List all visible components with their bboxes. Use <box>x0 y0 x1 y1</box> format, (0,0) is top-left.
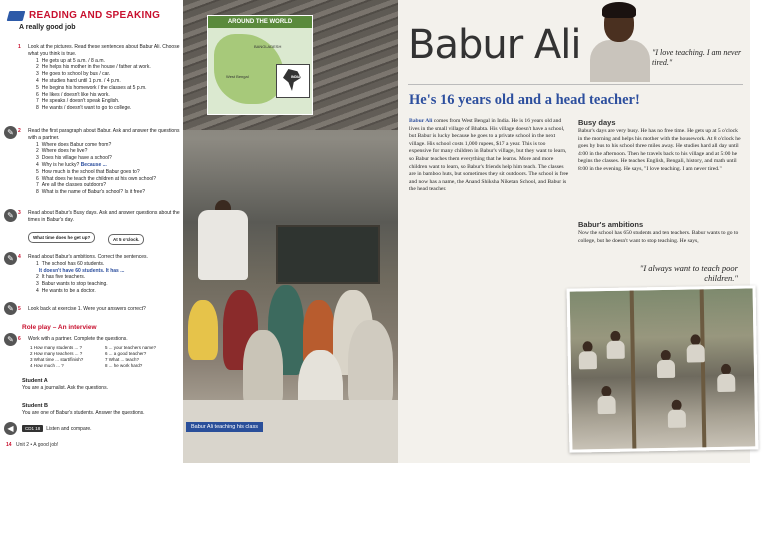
list-item: 7 He speaks / doesn't speak English. <box>36 98 120 105</box>
article-name: Babur Ali <box>408 22 581 68</box>
student-figure <box>717 374 735 392</box>
ambitions-text: Now the school has 650 students and ten teachers. Babur wants to go to college, but he doesn't want to stop teaching. He says, <box>578 230 739 244</box>
speaking-icon: ✎ <box>4 126 17 139</box>
footer-text: Unit 2 • A good job! <box>15 442 59 448</box>
student-a-text: You are a journalist. Ask the questions. <box>22 384 108 391</box>
list-item: 8 ... he work hard? <box>105 363 143 368</box>
exercise-instruction: Look at the pictures. Read these sentences about Babur Ali. Choose what you think is true. <box>28 44 180 57</box>
school-photo <box>567 285 759 452</box>
map-label-bangladesh: BANGLADESH <box>254 44 282 49</box>
student-figure <box>607 341 625 359</box>
list-item: 7 What ... teach? <box>105 357 140 362</box>
list-item: 3 What time ... start/finish? <box>30 357 84 362</box>
exercise-instruction: Read the first paragraph about Babur. Ask and answer the questions with a partner. <box>28 128 180 141</box>
list-item: 2 He helps his mother in the house / father at work. <box>36 64 151 71</box>
student-figure <box>657 360 675 378</box>
student-figure <box>579 351 597 369</box>
list-item: 5 ... your teachers name? <box>105 345 157 350</box>
article <box>398 0 750 463</box>
paragraph-text: comes from West Bengal in India. He is 16 years old and lives in the small village of Bhabta. His village doesn't have a school, but Babur is lucky because he goes to a private school in the next village. His school costs 1,000 rupees, $17 a year. This is too expensive for many children in Babur's village, but they want to learn, so Babur teaches them everything that he learns. More and more children want to learn, so Babur's friends help him teach. The classes are in bamboo huts, but sometimes they sit outdoors. The school is free and now has a name, the Anand Shiksha Niketan School, and Babur is the head teacher. <box>409 118 569 193</box>
exercise-4 <box>6 254 180 295</box>
exercise-number: 1 <box>18 44 21 50</box>
cd-track-badge: CD1 18 <box>22 425 43 432</box>
student-b-text: You are one of Babur's students. Answer the questions. <box>22 409 145 416</box>
busy-days-title: Busy days <box>578 118 616 127</box>
list-item: 5 How much is the school that Babur goes to? <box>36 168 140 175</box>
list-item: 6 He likes / doesn't like his work. <box>36 91 110 98</box>
article-paragraph-1 <box>409 118 569 194</box>
india-inset-map <box>276 64 310 98</box>
pull-quote: "I love teaching. I am never tired." <box>652 48 742 67</box>
exercise-list <box>6 261 180 295</box>
exercise-list <box>6 142 180 196</box>
list-item: 8 What is the name of Babur's school? Is it free? <box>36 189 146 196</box>
speaking-icon: ✎ <box>4 302 17 315</box>
list-item: 4 Why is he lucky? Because ... <box>36 161 107 168</box>
list-item: 2 It has five teachers. <box>36 274 86 281</box>
list-item: 6 What does he teach the children at his own school? <box>36 175 157 182</box>
audio-icon: ◀ <box>4 422 17 435</box>
blackboard <box>276 225 380 284</box>
list-item: 5 He begins his homework / the classes at 5 p.m. <box>36 84 147 91</box>
bamboo-pole <box>700 289 707 449</box>
flag-icon <box>7 11 26 21</box>
list-item: 1 He gets up at 5 a.m. / 8 a.m. <box>36 57 105 64</box>
portrait-photo <box>590 2 650 82</box>
list-item: 4 How much ... ? <box>30 363 64 368</box>
exercise-list <box>6 58 180 112</box>
teacher-figure <box>198 210 248 280</box>
list-item: 1 Where does Babur come from? <box>36 141 112 148</box>
audio-text: Listen and compare. <box>46 425 92 432</box>
portrait-body <box>590 40 650 82</box>
list-item: 8 He wants / doesn't want to go to college. <box>36 105 132 112</box>
speaking-icon: ✎ <box>4 209 17 222</box>
india-shape <box>283 69 301 91</box>
page-number: 14 <box>6 442 12 448</box>
exercise-instruction: Work with a partner. Complete the questions. <box>28 336 128 342</box>
speaking-icon: ✎ <box>4 252 17 265</box>
exercise-instruction: Read about Babur's ambitions. Correct the sentences. <box>28 254 148 260</box>
list-item: 4 He wants to be a doctor. <box>36 287 96 294</box>
list-item: 6 ... a good teacher? <box>105 351 147 356</box>
question-grid <box>30 345 180 369</box>
portrait-hair <box>602 2 636 18</box>
busy-days-text: Babur's days are very busy. He has no free time. He gets up at 5 o'clock in the morning and helps his mother with the housework. At 8 o'clock he goes by bus to his school three miles away. He studies hard all day until 4:00 in the afternoon. Then he travels back to his village and at 5:00 he begins the classes. He teaches English, Bengali, history, and math until 8:00 in the evening. He says, "I love teaching. I am never tired." <box>578 128 741 172</box>
list-item: 2 Where does he live? <box>36 148 88 155</box>
speech-bubble-question: What time does he get up? <box>28 232 95 243</box>
article-headline: He's 16 years old and a head teacher! <box>409 92 640 108</box>
list-item: 1 The school has 60 students. <box>36 260 105 267</box>
student-figure <box>348 320 393 410</box>
student-figure <box>597 396 615 414</box>
student-figure <box>668 410 686 428</box>
audio-instruction <box>22 425 92 432</box>
list-item: 3 He goes to school by bus / car. <box>36 71 111 78</box>
list-item: 2 How many teachers ... ? <box>30 351 83 356</box>
exercise-5 <box>6 306 180 313</box>
list-item: 3 Babur wants to stop teaching. <box>36 281 108 288</box>
map-inset <box>207 15 313 115</box>
list-item: 7 Are all the classes outdoors? <box>36 182 106 189</box>
exercise-3 <box>6 210 180 224</box>
section-header <box>8 10 160 21</box>
map-title: AROUND THE WORLD <box>208 16 312 28</box>
list-item: It doesn't have 60 students. It has ... <box>39 267 125 274</box>
exercise-number: 6 <box>18 336 21 342</box>
photo-caption: Babur Ali teaching his class <box>186 422 263 432</box>
exercise-6 <box>6 336 180 343</box>
paragraph-lead: Babur Ali <box>409 118 433 124</box>
section-subtitle: A really good job <box>19 24 76 31</box>
section-title: READING AND SPEAKING <box>29 10 161 21</box>
exercise-instruction: Read about Babur's Busy days. Ask and answer questions about the times in Babur's day. <box>28 210 180 223</box>
page-footer <box>6 442 58 448</box>
roleplay-title: Role play – An interview <box>22 324 97 331</box>
example-answer: Because ... <box>80 161 107 168</box>
divider <box>408 84 743 85</box>
student-a-label: Student A <box>22 378 48 384</box>
student-figure <box>188 300 218 360</box>
exercise-number: 4 <box>18 254 21 260</box>
student-figure <box>243 330 283 410</box>
student-figure <box>687 344 705 362</box>
map-label-india: INDIA <box>291 75 301 79</box>
exercise-number: 2 <box>18 128 21 134</box>
speech-bubble-answer: At 5 o'clock. <box>108 234 144 245</box>
bamboo-pole <box>630 290 637 450</box>
student-b-label: Student B <box>22 403 48 409</box>
student-a-card <box>22 378 177 391</box>
ambitions-title: Babur's ambitions <box>578 220 644 229</box>
exercise-instruction: Look back at exercise 1. Were your answers correct? <box>28 306 146 312</box>
list-item: 1 How many students ... ? <box>30 345 83 350</box>
list-item: 4 He studies hard until 1 p.m. / 4 p.m. <box>36 77 121 84</box>
speaking-icon: ✎ <box>4 333 17 346</box>
student-b-card <box>22 403 177 416</box>
list-item: 3 Does his village have a school? <box>36 155 112 162</box>
map-label-west-bengal: West Bengal <box>226 74 249 79</box>
exercise-number: 3 <box>18 210 21 216</box>
exercise-1 <box>6 44 180 112</box>
exercise-column <box>0 0 183 463</box>
pull-quote-2: "I always want to teach poor children." <box>639 263 738 283</box>
exercise-2 <box>6 128 180 196</box>
exercise-number: 5 <box>18 306 21 312</box>
